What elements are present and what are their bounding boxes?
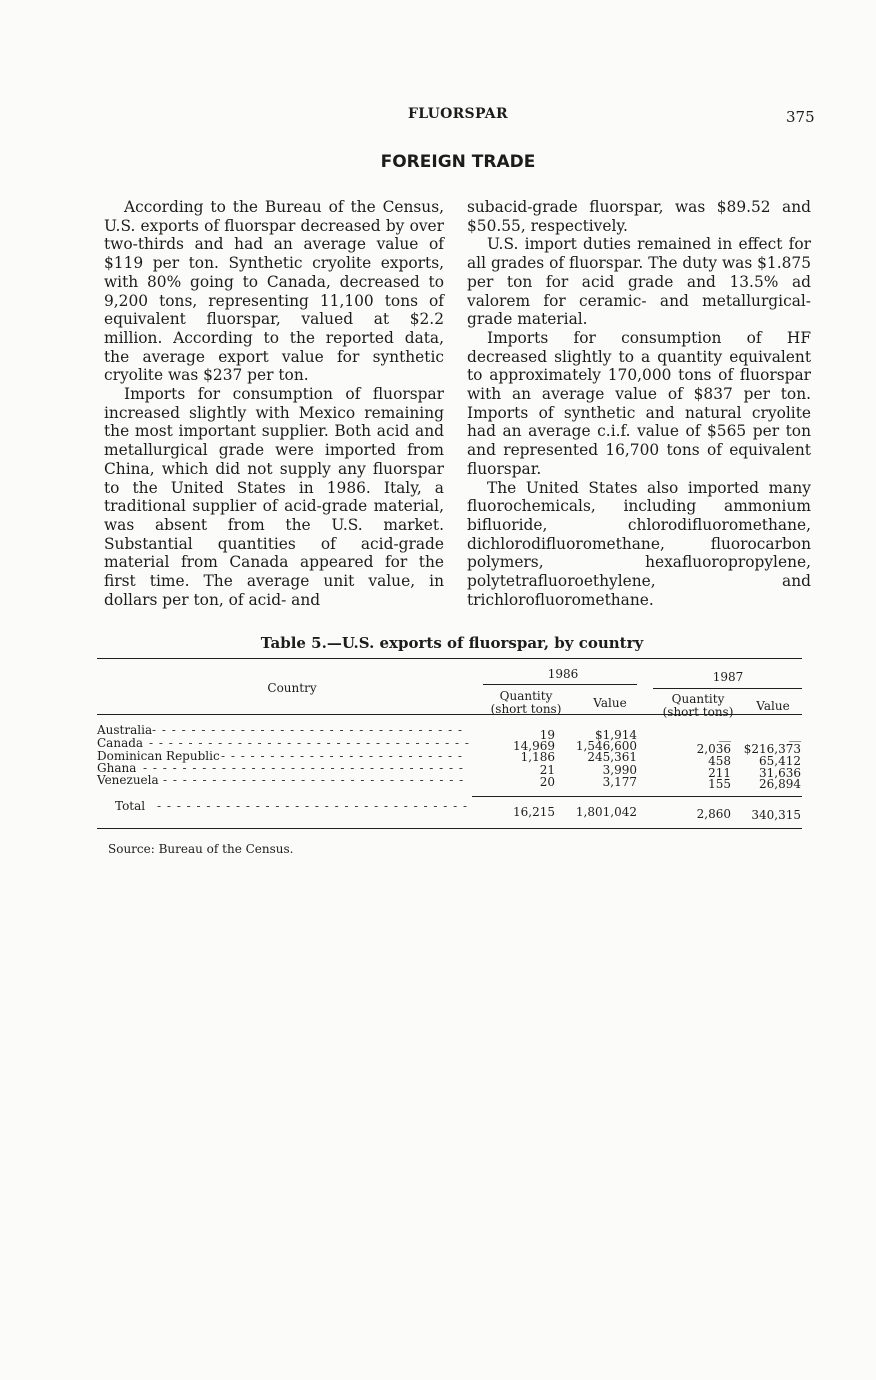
running-head: [0, 106, 876, 126]
year-1986-rule: [483, 684, 637, 685]
country-header: Country: [267, 681, 317, 695]
value-header-1987: Value: [756, 699, 790, 713]
value-1986: 3,990: [602, 763, 637, 777]
value-1987: $216,373: [743, 742, 801, 756]
total-label: Total: [115, 799, 146, 813]
country-name: Ghana: [97, 761, 137, 775]
quantity-unit: (short tons): [662, 705, 734, 719]
quantity-header-1986: [483, 690, 569, 716]
quantity-label: Quantity: [499, 689, 553, 703]
quantity-1986: 20: [539, 775, 555, 789]
year-1987-header: 1987: [712, 670, 744, 684]
value-1987: 26,894: [759, 777, 801, 791]
table-top-rule: [97, 658, 802, 659]
section-title: FOREIGN TRADE: [380, 152, 536, 172]
left-column: [104, 198, 444, 609]
quantity-1986: 19: [539, 728, 555, 742]
value-1986: 3,177: [602, 775, 637, 789]
value-1986: 245,361: [587, 750, 637, 764]
total-value-1987: 340,315: [751, 808, 801, 822]
page-number: 375: [786, 108, 815, 126]
value-1986: $1,914: [595, 728, 637, 742]
table-bottom-rule: [97, 828, 802, 829]
right-column: [467, 198, 811, 609]
paragraph: According to the Bureau of the Census, U.S. exports of fluorspar decreased by over two-thirds and had an average value of $119 per ton. Synthetic cryolite exports, with 80% going to Canada, decreased to 9,200 tons, representing 11,100 tons of equivalent fluorspar, valued at $2.2 million. According to the reported data, the average export value for synthetic cryolite was $237 per ton.: [104, 198, 444, 385]
total-row: [97, 799, 802, 822]
country-name: Dominican Republic: [97, 749, 220, 763]
quantity-1987: 155: [708, 777, 731, 791]
value-1986: 1,546,600: [575, 739, 637, 753]
table-source-note: Source: Bureau of the Census.: [108, 842, 294, 856]
quantity-1987: 2,036: [696, 742, 731, 756]
paragraph: Imports for consumption of fluorspar increased slightly with Mexico remaining the most important supplier. Both acid and metallurgical grade were imported from China, which did not supply any fluorspar to the United States in 1986. Italy, a traditional supplier of acid-grade material, was absent from the U.S. market. Substantial quantities of acid-grade material from Canada appeared for the first time. The average unit value, in dollars per ton, of acid- and: [104, 385, 444, 609]
quantity-unit: (short tons): [490, 702, 562, 716]
quantity-header-1987: [651, 693, 745, 719]
quantity-1986: 1,186: [520, 750, 555, 764]
quantity-1987: __: [719, 728, 731, 742]
quantity-label: Quantity: [671, 692, 725, 706]
dot-leader: - - - - - - - - - - - - - - - - - - - - - - - - - - - - - - - -: [157, 800, 468, 813]
value-1987: 65,412: [759, 754, 801, 768]
total-value-1986: 1,801,042: [575, 805, 637, 819]
value-header-1986: Value: [593, 696, 627, 710]
dot-leader: - - - - - - - - - - - - - - - - - - - - - - - - - - - - - - - -: [152, 724, 463, 737]
header-bottom-rule: [97, 714, 802, 715]
table-row: [97, 723, 802, 742]
value-1987: 31,636: [759, 766, 801, 780]
value-1987: __: [789, 728, 801, 742]
dot-leader: - - - - - - - - - - - - - - - - - - - - - - - - - - - - - - - - -: [149, 737, 470, 750]
total-quantity-1986: 16,215: [513, 805, 555, 819]
quantity-1987: 211: [708, 766, 731, 780]
quantity-1987: 458: [708, 754, 731, 768]
paragraph: U.S. import duties remained in effect for all grades of fluorspar. The duty was $1.875 per ton for acid grade and 13.5% ad valorem for ceramic- and metallurgical-grade material.: [467, 235, 811, 329]
total-quantity-1987: 2,860: [696, 807, 731, 821]
table-title: Table 5.—U.S. exports of fluorspar, by country: [260, 634, 644, 652]
country-name: Canada: [97, 736, 144, 750]
paragraph: The United States also imported many fluorochemicals, including ammonium bifluoride, chlorodifluoromethane, dichlorodifluoromethane, fluorocarbon polymers, hexafluoropropylene, polytetrafluoroethylene, and trichlorofluoromethane.: [467, 478, 811, 609]
paragraph: Imports for consumption of HF decreased slightly to a quantity equivalent to approximately 170,000 tons of fluorspar with an average value of $837 per ton. Imports of synthetic and natural cryolite had an average c.i.f. value of $565 per ton and represented 16,700 tons of equivalent fluorspar.: [467, 328, 811, 478]
year-1987-rule: [653, 688, 802, 689]
paragraph: subacid-grade fluorspar, was $89.52 and $50.55, respectively.: [467, 198, 811, 235]
running-title: FLUORSPAR: [408, 106, 508, 122]
country-name: Australia: [97, 723, 153, 737]
dot-leader: - - - - - - - - - - - - - - - - - - - - - - - - - - - - - - - - -: [143, 762, 464, 775]
dot-leader: - - - - - - - - - - - - - - - - - - - - - - - - - - - - - - -: [163, 774, 465, 787]
total-rule: [472, 796, 802, 797]
dot-leader: - - - - - - - - - - - - - - - - - - - - - - - - -: [221, 750, 463, 763]
quantity-1986: 14,969: [513, 739, 555, 753]
year-1986-header: 1986: [547, 667, 579, 681]
country-name: Venezuela: [97, 773, 159, 787]
quantity-1986: 21: [539, 763, 555, 777]
